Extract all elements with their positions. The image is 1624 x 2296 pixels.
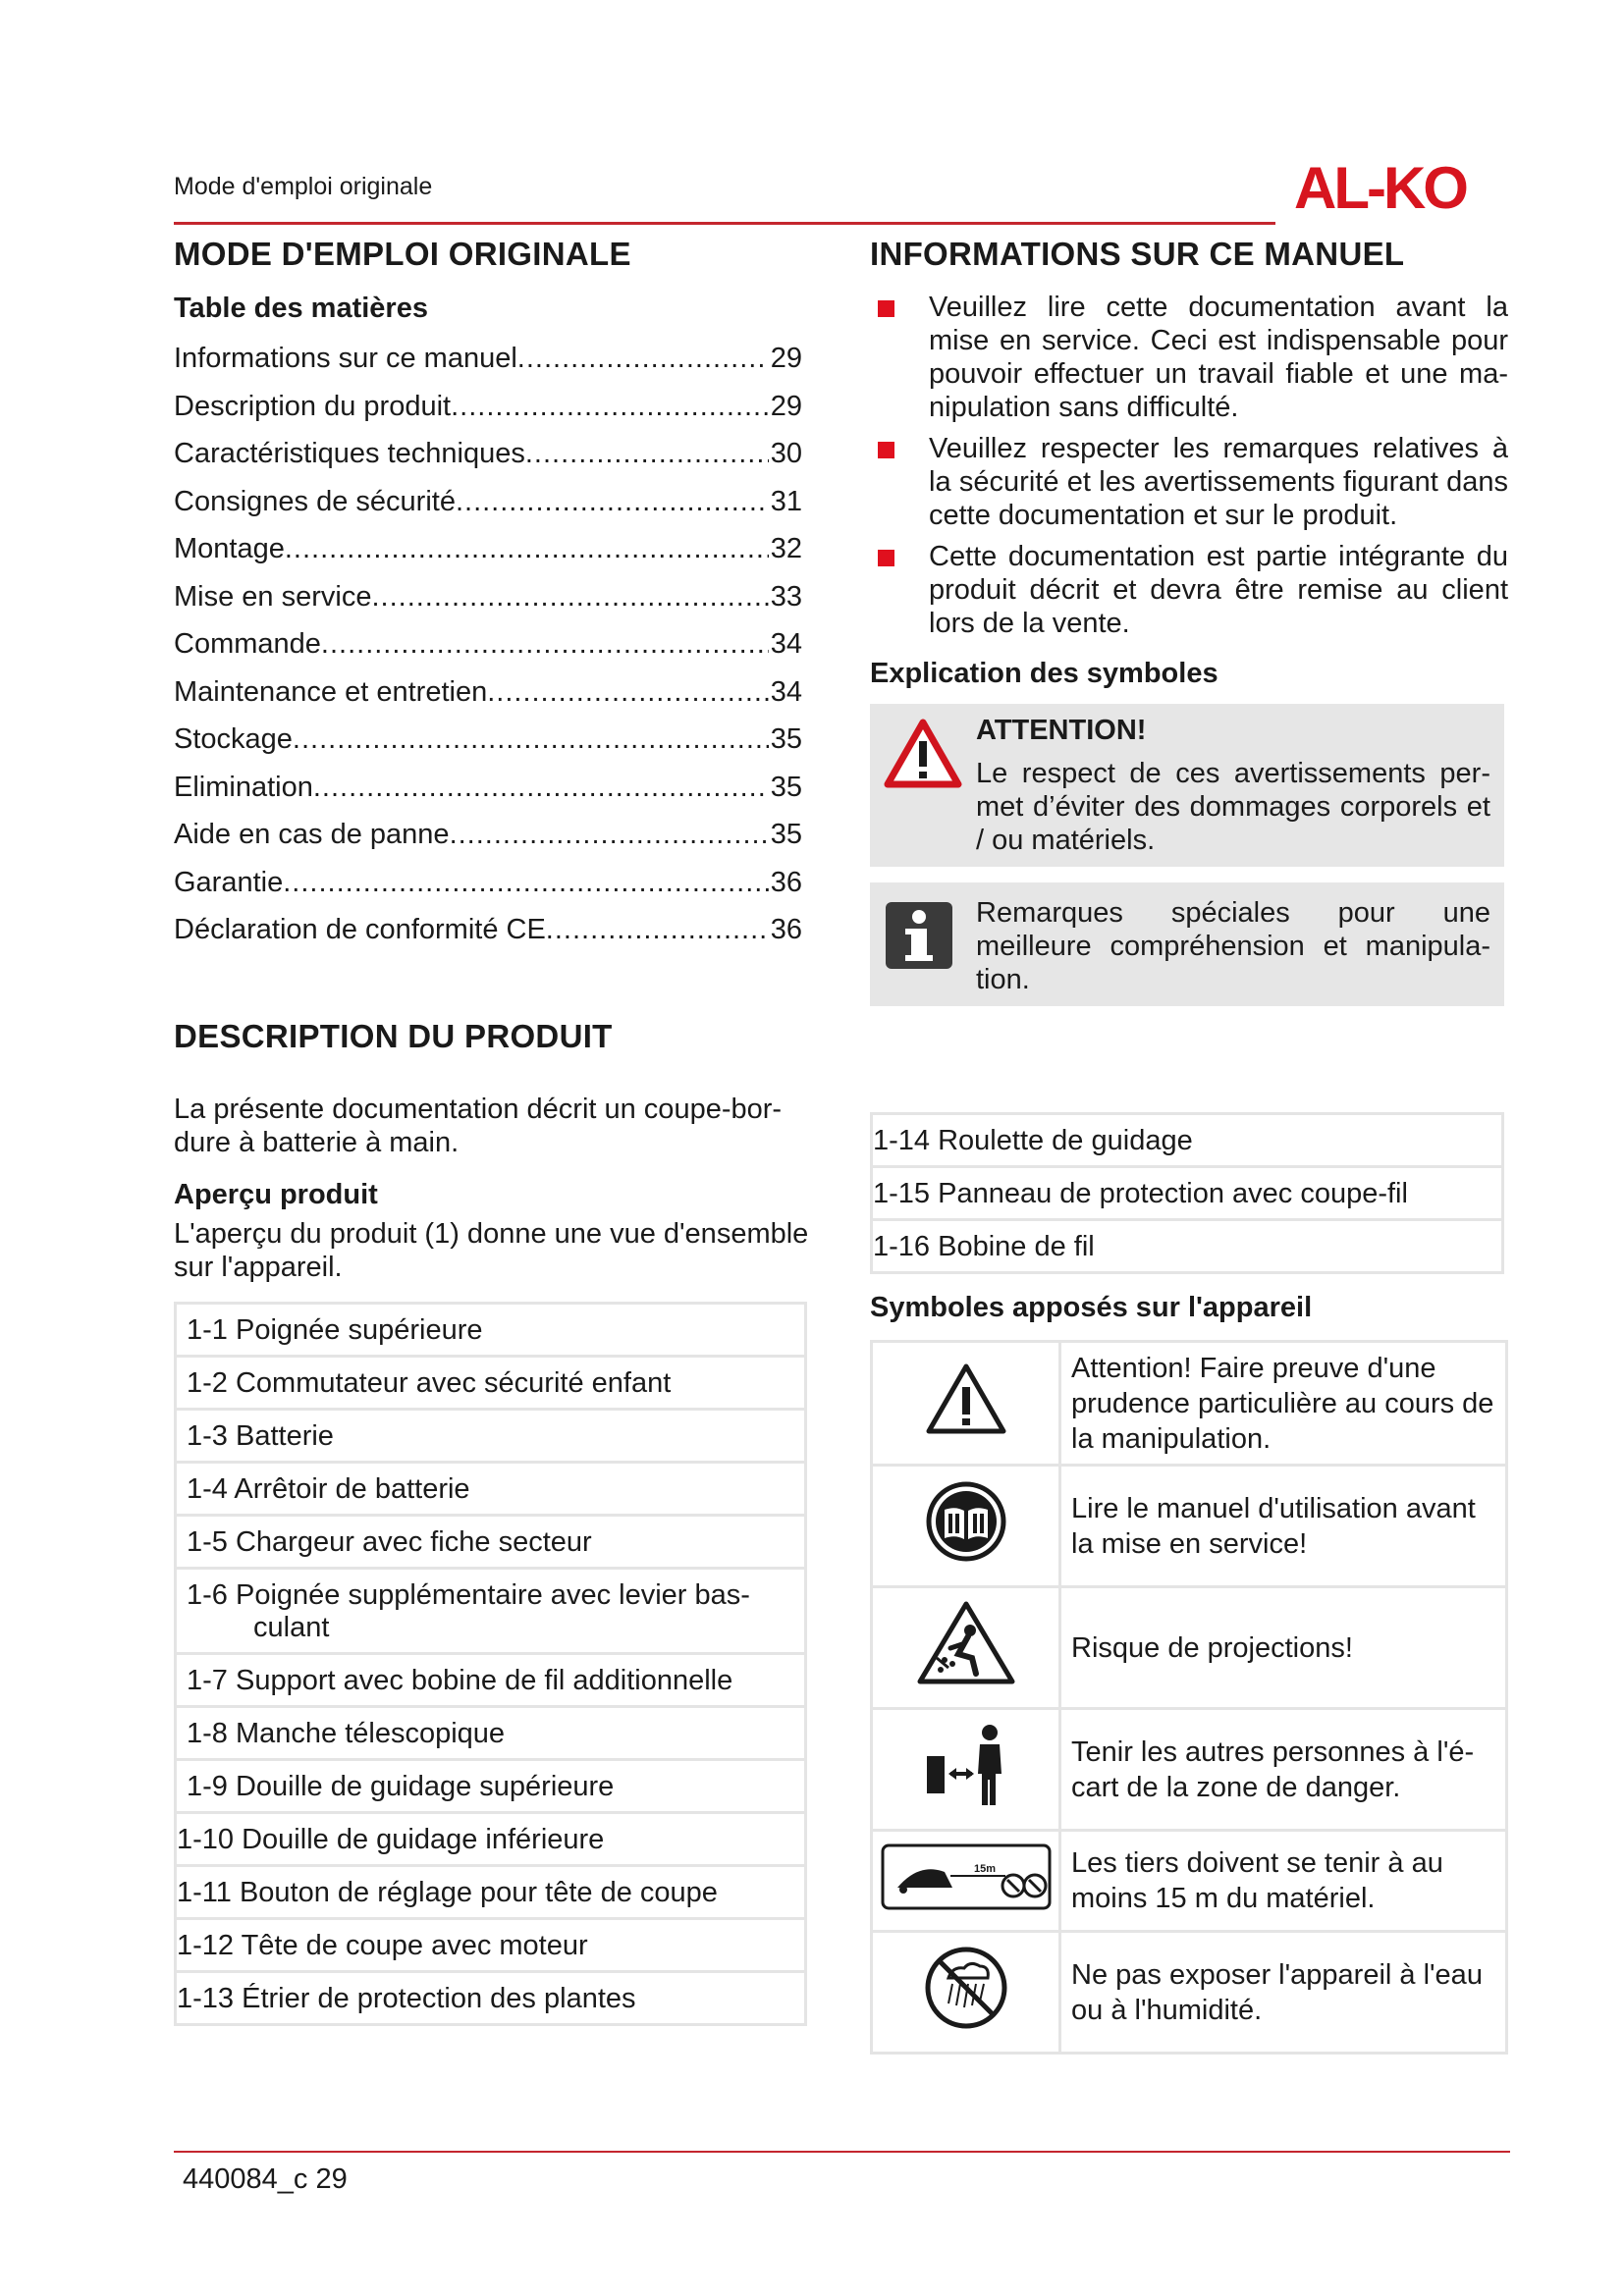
table-row <box>872 1587 1507 1709</box>
info-icon <box>884 900 954 971</box>
header-title: Mode d'emploi originale <box>174 173 433 200</box>
symbol-description: Risque de projections! <box>1060 1587 1507 1709</box>
attention-title: ATTENTION! <box>976 715 1147 746</box>
list-item: Cette documentation est partie intégrante du produit décrit et devra être remise au client lors de la vente. <box>870 540 1508 640</box>
symbol-description: Ne pas exposer l'appareil à l'eau ou à l'humidité. <box>1060 1932 1507 2054</box>
table-row: 1-16 Bobine de fil <box>872 1220 1503 1273</box>
main-heading: MODE D'EMPLOI ORIGINALE <box>174 236 631 272</box>
read-manual-icon <box>925 1480 1007 1563</box>
toc-item[interactable]: Consignes de sécurité ..... 31 <box>174 478 802 526</box>
toc-item[interactable]: Mise en service ..... 33 <box>174 573 802 621</box>
table-row: 1-6 Poignée supplémentaire avec levier bas- culant <box>176 1568 806 1653</box>
list-item: Veuillez lire cette documentation avant la mise en service. Ceci est indispensable pour pouvoir effectuer un travail fiable et une ma-nipulation sans difficulté. <box>870 291 1508 424</box>
toc-item[interactable]: Caractéristiques techniques ..... 30 <box>174 430 802 478</box>
table-row <box>872 1831 1507 1932</box>
table-row: 1-7 Support avec bobine de fil additionnelle <box>176 1653 806 1706</box>
info-text: Remarques spéciales pour une meilleure compréhension et manipula-tion. <box>976 897 1490 995</box>
toc-item[interactable]: Aide en cas de panne ..... 35 <box>174 811 802 859</box>
table-row: 1-15 Panneau de protection avec coupe-fil <box>872 1167 1503 1220</box>
bullet-square-icon <box>878 550 894 566</box>
svg-text:15m: 15m <box>973 1862 996 1875</box>
table-row: 1-5 Chargeur avec fiche secteur <box>176 1515 806 1568</box>
toc-item[interactable]: Garantie ..... 36 <box>174 859 802 907</box>
table-row: 1-12 Tête de coupe avec moteur <box>176 1918 806 1971</box>
keep-distance-icon <box>921 1721 1011 1809</box>
attention-text: Le respect de ces avertissements per-met d’éviter des dommages corporels et / ou matériels. <box>976 758 1490 856</box>
symbol-description: Attention! Faire preuve d'une prudence particulière au cours de la manipulation. <box>1060 1342 1507 1466</box>
toc-item[interactable]: Commande ..... 34 <box>174 620 802 668</box>
device-symbols-heading: Symboles apposés sur l'appareil <box>870 1292 1313 1323</box>
table-row: 1-2 Commutateur avec sécurité enfant <box>176 1356 806 1409</box>
table-row: 1-4 Arrêtoir de batterie <box>176 1462 806 1515</box>
table-row <box>872 1709 1507 1831</box>
symbols-heading: Explication des symboles <box>870 658 1218 689</box>
footer-divider <box>174 2151 1510 2153</box>
list-item: Veuillez respecter les remarques relatives à la sécurité et les avertissements figurant dans cette documentation et sur le produit. <box>870 432 1508 532</box>
manual-info-list <box>870 291 1508 640</box>
table-row: 1-11 Bouton de réglage pour tête de coupe <box>176 1865 806 1918</box>
table-row: 1-1 Poignée supérieure <box>176 1303 806 1356</box>
table-row: 1-8 Manche télescopique <box>176 1706 806 1759</box>
toc-item[interactable]: Description du produit ..... 29 <box>174 383 802 431</box>
table-row: 1-14 Roulette de guidage <box>872 1114 1503 1167</box>
table-row: 1-10 Douille de guidage inférieure <box>176 1812 806 1865</box>
svg-text:AL-KO: AL-KO <box>1294 157 1466 218</box>
attention-box <box>870 704 1504 867</box>
parts-table-continued <box>870 1112 1504 1274</box>
right-column <box>870 236 1508 2055</box>
toc-item[interactable]: Déclaration de conformité CE ..... 36 <box>174 906 802 954</box>
no-rain-icon <box>923 1945 1009 2031</box>
toc-item[interactable]: Informations sur ce manuel ..... 29 <box>174 335 802 383</box>
parts-table <box>174 1302 807 2026</box>
table-row <box>872 1342 1507 1466</box>
overview-text: L'aperçu du produit (1) donne une vue d'ensemble sur l'appareil. <box>174 1217 809 1283</box>
table-row: 1-3 Batterie <box>176 1409 806 1462</box>
footer-doc-ref: 440084_c 29 <box>183 2163 348 2195</box>
toc-item[interactable]: Stockage ..... 35 <box>174 716 802 764</box>
table-row <box>872 1932 1507 2054</box>
table-row: 1-13 Étrier de protection des plantes <box>176 1971 806 2024</box>
header-divider <box>174 222 1275 225</box>
description-text: La présente documentation décrit un coupe-bor-dure à batterie à main. <box>174 1093 783 1158</box>
info-box <box>870 882 1504 1006</box>
symbol-description: Lire le manuel d'utilisation avant la mise en service! <box>1060 1466 1507 1587</box>
table-row <box>872 1466 1507 1587</box>
warning-triangle-icon <box>884 718 962 788</box>
description-heading: DESCRIPTION DU PRODUIT <box>174 1017 613 1054</box>
toc-item[interactable]: Montage ..... 32 <box>174 525 802 573</box>
symbol-description: Les tiers doivent se tenir à au moins 15 m du matériel. <box>1060 1831 1507 1932</box>
table-of-contents <box>174 335 802 954</box>
bullet-square-icon <box>878 442 894 458</box>
table-row: 1-9 Douille de guidage supérieure <box>176 1759 806 1812</box>
device-symbols-table <box>870 1340 1508 2055</box>
bullet-square-icon <box>878 300 894 317</box>
toc-item[interactable]: Elimination ..... 35 <box>174 764 802 812</box>
distance-15m-icon <box>880 1842 1053 1911</box>
toc-heading: Table des matières <box>174 293 428 324</box>
alko-logo <box>1294 157 1510 218</box>
overview-heading: Aperçu produit <box>174 1178 378 1210</box>
warning-triangle-icon <box>924 1362 1008 1436</box>
left-column <box>174 236 822 2026</box>
manual-info-heading: INFORMATIONS SUR CE MANUEL <box>870 236 1405 272</box>
toc-item[interactable]: Maintenance et entretien ..... 34 <box>174 668 802 717</box>
symbol-description: Tenir les autres personnes à l'é-cart de la zone de danger. <box>1060 1709 1507 1831</box>
projection-risk-icon <box>915 1599 1017 1687</box>
